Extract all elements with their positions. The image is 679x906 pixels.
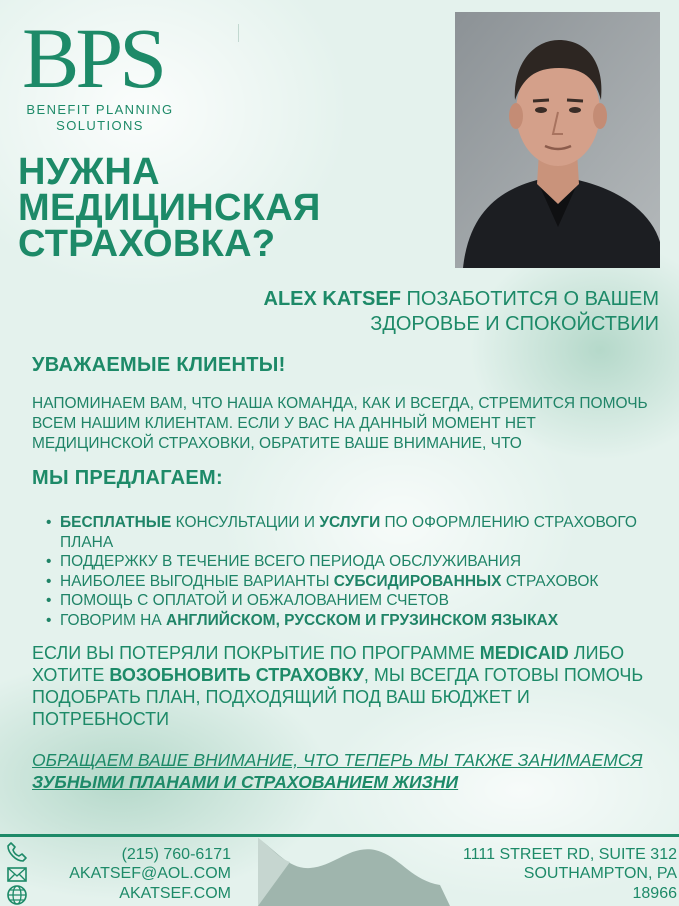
logo-line-2: SOLUTIONS: [56, 118, 144, 133]
tagline-line-1: [199, 287, 659, 312]
offer-item-subsidized: [46, 572, 656, 592]
footer-rule: [0, 834, 679, 837]
greeting-heading: УВАЖАЕМЫЕ КЛИЕНТЫ!: [32, 354, 286, 376]
note-bold: ЗУБНЫМИ ПЛАНАМИ И СТРАХОВАНИЕМ ЖИЗНИ: [32, 772, 459, 792]
address-line-1: 1111 STREET RD, SUITE 312: [462, 846, 677, 863]
offer-text: СТРАХОВОК: [501, 572, 599, 590]
website[interactable]: AKATSEF.COM: [119, 885, 231, 902]
mail-icon: [6, 863, 28, 885]
tagline: [199, 287, 659, 337]
agent-name: ALEX KATSEF: [263, 288, 401, 310]
globe-icon: [6, 884, 28, 906]
note-text: ОБРАЩАЕМ ВАШЕ ВНИМАНИЕ, ЧТО ТЕПЕРЬ МЫ ТАКЖЕ ЗАНИМАЕМСЯ: [32, 750, 643, 770]
email-address[interactable]: AKATSEF@AOL.COM: [69, 865, 231, 882]
medicaid-bold: MEDICAID: [479, 643, 569, 663]
phone-number[interactable]: (215) 760-6171: [121, 846, 231, 863]
offer-item-languages: [46, 611, 656, 631]
headline: [18, 151, 438, 265]
divider: [238, 24, 239, 42]
intro-paragraph: НАПОМИНАЕМ ВАМ, ЧТО НАША КОМАНДА, КАК И ВСЕГДА, СТРЕМИТСЯ ПОМОЧЬ ВСЕМ НАШИМ КЛИЕНТАМ. ЕСЛИ У ВАС НА ДАННЫЙ МОМЕНТ НЕТ МЕДИЦИНСКОЙ СТРАХОВКИ, ОБРАТИТЕ ВАШЕ ВНИМАНИЕ, ЧТО: [32, 395, 648, 452]
medicaid-text: ЕСЛИ ВЫ ПОТЕРЯЛИ ПОКРЫТИЕ ПО ПРОГРАММЕ: [32, 643, 480, 663]
portrait-image: [455, 12, 660, 268]
offer-bold-languages: АНГЛИЙСКОМ, РУССКОМ И ГРУЗИНСКОМ ЯЗЫКАХ: [166, 611, 559, 629]
tagline-text-1: ПОЗАБОТИТСЯ О ВАШЕМ: [400, 288, 659, 310]
phone-icon: [6, 841, 28, 863]
medicaid-text: , МЫ ВСЕГДА ГОТОВЫ ПОМОЧЬ ПОДОБРАТЬ ПЛАН, ПОДХОДЯЩИЙ ПОД ВАШ БЮДЖЕТ И ПОТРЕБНОСТИ: [32, 665, 644, 729]
bps-logo: [22, 10, 192, 134]
headline-line-3: СТРАХОВКА?: [18, 223, 276, 265]
dental-life-note: [32, 749, 672, 793]
logo-subtitle: [22, 102, 178, 134]
logo-line-1: BENEFIT PLANNING: [26, 102, 174, 117]
offer-item-billing: • ПОМОЩЬ С ОПЛАТОЙ И ОБЖАЛОВАНИЕМ СЧЕТОВ: [46, 591, 656, 611]
offer-text: КОНСУЛЬТАЦИИ И: [171, 514, 320, 531]
address-line-3: 18966: [632, 885, 677, 902]
headline-line-1: НУЖНА: [18, 151, 160, 193]
headline-line-2: МЕДИЦИНСКАЯ: [18, 187, 321, 229]
medicaid-paragraph: [32, 642, 662, 730]
offer-item-consultation: [46, 513, 656, 552]
offer-bold-services: УСЛУГИ: [319, 514, 381, 531]
offer-heading: МЫ ПРЕДЛАГАЕМ:: [32, 467, 223, 489]
offer-bold-free: БЕСПЛАТНЫЕ: [60, 514, 172, 531]
offer-text: НАИБОЛЕЕ ВЫГОДНЫЕ ВАРИАНТЫ: [60, 572, 334, 590]
offer-item-support: • ПОДДЕРЖКУ В ТЕЧЕНИЕ ВСЕГО ПЕРИОДА ОБСЛУЖИВАНИЯ: [46, 552, 656, 572]
logo-mark: BPS: [22, 10, 164, 106]
renew-bold: ВОЗОБНОВИТЬ СТРАХОВКУ: [109, 665, 364, 685]
address-line-2: SOUTHAMPTON, PA: [523, 865, 677, 882]
agent-photo: [455, 12, 660, 268]
offer-list: [46, 513, 656, 630]
offer-text: ГОВОРИМ НА: [60, 611, 166, 629]
offer-text: ПО ОФОРМЛЕНИЮ СТРАХОВОГО ПЛАНА: [60, 514, 637, 551]
tagline-line-2: ЗДОРОВЬЕ И СПОКОЙСТВИИ: [370, 313, 659, 335]
offer-bold-subsidized: СУБСИДИРОВАННЫХ: [333, 572, 502, 590]
medicaid-text: ЛИБО ХОТИТЕ: [32, 643, 625, 685]
